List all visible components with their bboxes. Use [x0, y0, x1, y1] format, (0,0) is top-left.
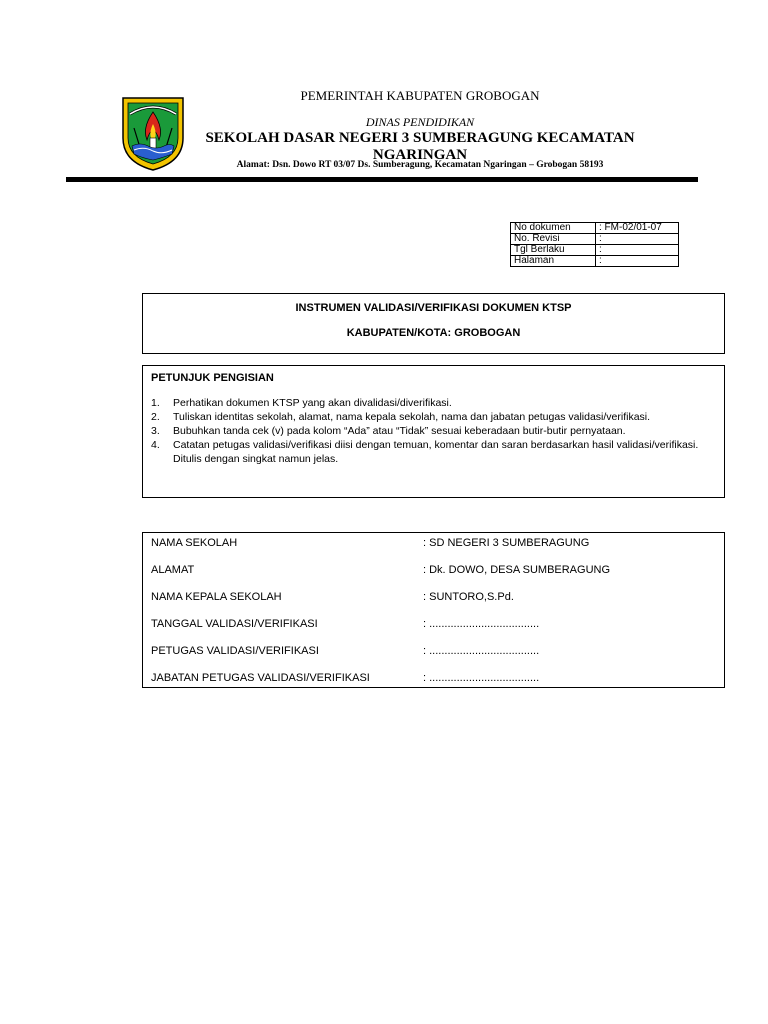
- department-name: DINAS PENDIDIKAN: [365, 115, 475, 129]
- school-info-label: TANGGAL VALIDASI/VERIFIKASI: [151, 618, 318, 630]
- school-info-label: JABATAN PETUGAS VALIDASI/VERIFIKASI: [151, 672, 370, 684]
- school-info-label: NAMA SEKOLAH: [151, 537, 238, 549]
- school-info-label: NAMA KEPALA SEKOLAH: [151, 591, 282, 603]
- doc-info-label: No dokumen: [511, 223, 596, 234]
- doc-info-label: Halaman: [511, 256, 596, 267]
- instruction-item: [151, 396, 711, 410]
- school-info-value: : ....................................: [423, 672, 540, 684]
- school-info-value: : SUNTORO,S.Pd.: [423, 591, 514, 603]
- school-info-value: : ....................................: [423, 645, 540, 657]
- document-subtitle: KABUPATEN/KOTA: GROBOGAN: [346, 327, 521, 339]
- doc-info-label: Tgl Berlaku: [511, 245, 596, 256]
- doc-info-value: :: [596, 234, 679, 245]
- doc-info-label: No. Revisi: [511, 234, 596, 245]
- doc-info-row: [511, 223, 679, 234]
- instruction-text: Catatan petugas validasi/verifikasi diisi dengan temuan, komentar dan saran berdasarkan hasil validasi/verifikasi. Ditulis dengan singkat namun jelas.: [173, 439, 699, 465]
- doc-info-row: [511, 245, 679, 256]
- government-name: PEMERINTAH KABUPATEN GROBOGAN: [300, 88, 540, 103]
- instruction-text: Tuliskan identitas sekolah, alamat, nama kepala sekolah, nama dan jabatan petugas validasi/verifikasi.: [173, 411, 651, 423]
- school-name: SEKOLAH DASAR NEGERI 3 SUMBERAGUNG KECAMATAN NGARINGAN: [205, 130, 635, 163]
- instruction-number: 1.: [151, 397, 160, 409]
- instruction-item: [151, 424, 711, 438]
- letterhead-divider: [66, 177, 698, 182]
- instruction-number: 2.: [151, 411, 160, 423]
- school-info-box: [142, 532, 725, 688]
- document-info-table: [510, 222, 679, 267]
- school-info-label: PETUGAS VALIDASI/VERIFIKASI: [151, 645, 319, 657]
- instructions-list: [151, 396, 711, 466]
- instruction-number: 3.: [151, 425, 160, 437]
- school-address: Alamat: Dsn. Dowo RT 03/07 Ds. Sumberagung, Kecamatan Ngaringan – Grobogan 58193: [236, 160, 604, 170]
- instruction-text: Perhatikan dokumen KTSP yang akan divalidasi/diverifikasi.: [173, 397, 452, 409]
- school-info-value: : SD NEGERI 3 SUMBERAGUNG: [423, 537, 590, 549]
- doc-info-row: [511, 234, 679, 245]
- school-info-value: : Dk. DOWO, DESA SUMBERAGUNG: [423, 564, 611, 576]
- doc-info-value: : FM-02/01-07: [596, 223, 679, 234]
- instruction-number: 4.: [151, 439, 160, 451]
- doc-info-value: :: [596, 245, 679, 256]
- doc-info-value: :: [596, 256, 679, 267]
- document-title: INSTRUMEN VALIDASI/VERIFIKASI DOKUMEN KTSP: [295, 302, 572, 314]
- instruction-item: [151, 438, 711, 466]
- doc-info-row: [511, 256, 679, 267]
- school-info-value: : ....................................: [423, 618, 540, 630]
- school-info-label: ALAMAT: [151, 564, 195, 576]
- instruction-item: [151, 410, 711, 424]
- instructions-heading: PETUNJUK PENGISIAN: [151, 372, 274, 384]
- instructions-box: [142, 365, 725, 498]
- instruction-text: Bubuhkan tanda cek (v) pada kolom “Ada” atau “Tidak” sesuai keberadaan butir-butir pernyataan.: [173, 425, 626, 437]
- document-title-box: [142, 293, 725, 354]
